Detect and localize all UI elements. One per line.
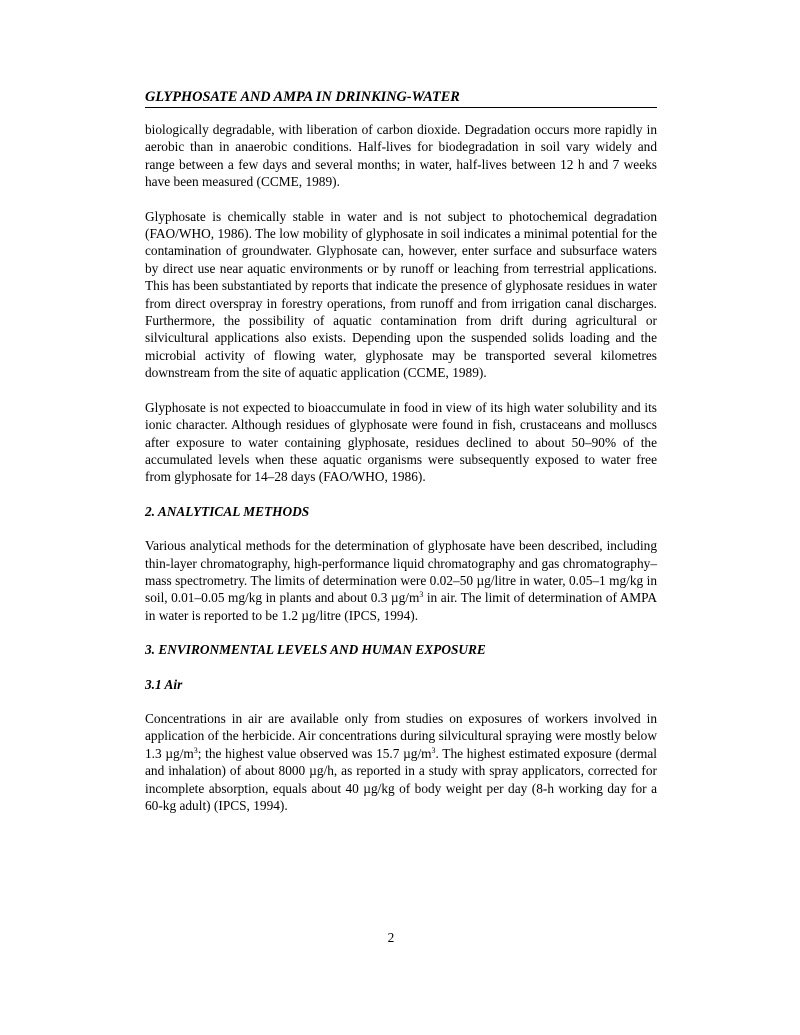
- running-header: GLYPHOSATE AND AMPA IN DRINKING-WATER: [145, 88, 657, 108]
- text-segment: . The highest estimated exposure (dermal and inhalation) of about 8000 µg/h, as reported in a study with spray applicators, corrected for incomplete absorption, equals about 40 µg/kg of body weight per day (8-h working day for a 60-kg adult) (IPCS, 1994).: [145, 745, 657, 813]
- page-number: 2: [387, 930, 395, 945]
- heading-air: 3.1 Air: [145, 676, 183, 692]
- heading-environmental-levels: 3. ENVIRONMENTAL LEVELS AND HUMAN EXPOSURE: [145, 642, 486, 658]
- paragraph-water-stability: Glyphosate is chemically stable in water and is not subject to photochemical degradation (FAO/WHO, 1986). The low mobility of glyphosate in soil indicates a minimal potential for the contamination of groundwater. Glyphosate can, however, enter surface and subsurface waters by direct use near aquatic environments or by runoff or leaching from terrestrial applications. This has been substantiated by reports that indicate the presence of glyphosate residues in water from direct overspray in forestry operations, from runoff and from irrigation canal discharges. Furthermore, the possibility of aquatic contamination from drift during agricultural or silvicultural applications also exists. Depending upon the suspended solids loading and the microbial activity of flowing water, glyphosate may be transported several kilometres downstream from the site of aquatic application (CCME, 1989).: [145, 208, 657, 381]
- document-page: [145, 88, 657, 831]
- text-segment: Concentrations in air are available only from studies on exposures of workers involved in application of the herbicide. Air concentrations during silvicultural spraying were mostly below 1.3 µg/m: [145, 710, 657, 761]
- superscript: 3: [193, 745, 198, 755]
- superscript: 3: [431, 745, 436, 755]
- text-segment: ; the highest value observed was 15.7 µg/m: [197, 745, 432, 761]
- paragraph-biodegradation: biologically degradable, with liberation of carbon dioxide. Degradation occurs more rapidly in aerobic than in anaerobic conditions. Half-lives for biodegradation in soil vary widely and range between a few days and several months; in water, half-lives between 12 h and 7 weeks have been measured (CCME, 1989).: [145, 122, 657, 190]
- text-segment: in air. The limit of determination of AMPA in water is reported to be 1.2 µg/litre (IPCS, 1994).: [145, 590, 657, 623]
- superscript: 3: [419, 590, 424, 600]
- paragraph-bioaccumulation: Glyphosate is not expected to bioaccumulate in food in view of its high water solubility and its ionic character. Although residues of glyphosate were found in fish, crustaceans and molluscs after exposure to water containing glyphosate, residues declined to about 50–90% of the accumulated levels when these aquatic organisms were subsequently exposed to water free from glyphosate for 14–28 days (FAO/WHO, 1986).: [145, 399, 657, 485]
- heading-analytical-methods: 2. ANALYTICAL METHODS: [145, 503, 310, 519]
- text-segment: Various analytical methods for the determination of glyphosate have been described, including thin-layer chromatography, high-performance liquid chromatography and gas chromatography–mass spectrometry. The limits of determination were 0.02–50 µg/litre in water, 0.05–1 mg/kg in soil, 0.01–0.05 mg/kg in plants and about 0.3 µg/m: [145, 538, 657, 606]
- paragraph-air-concentrations: [145, 710, 657, 814]
- paragraph-analytical-methods: [145, 537, 657, 624]
